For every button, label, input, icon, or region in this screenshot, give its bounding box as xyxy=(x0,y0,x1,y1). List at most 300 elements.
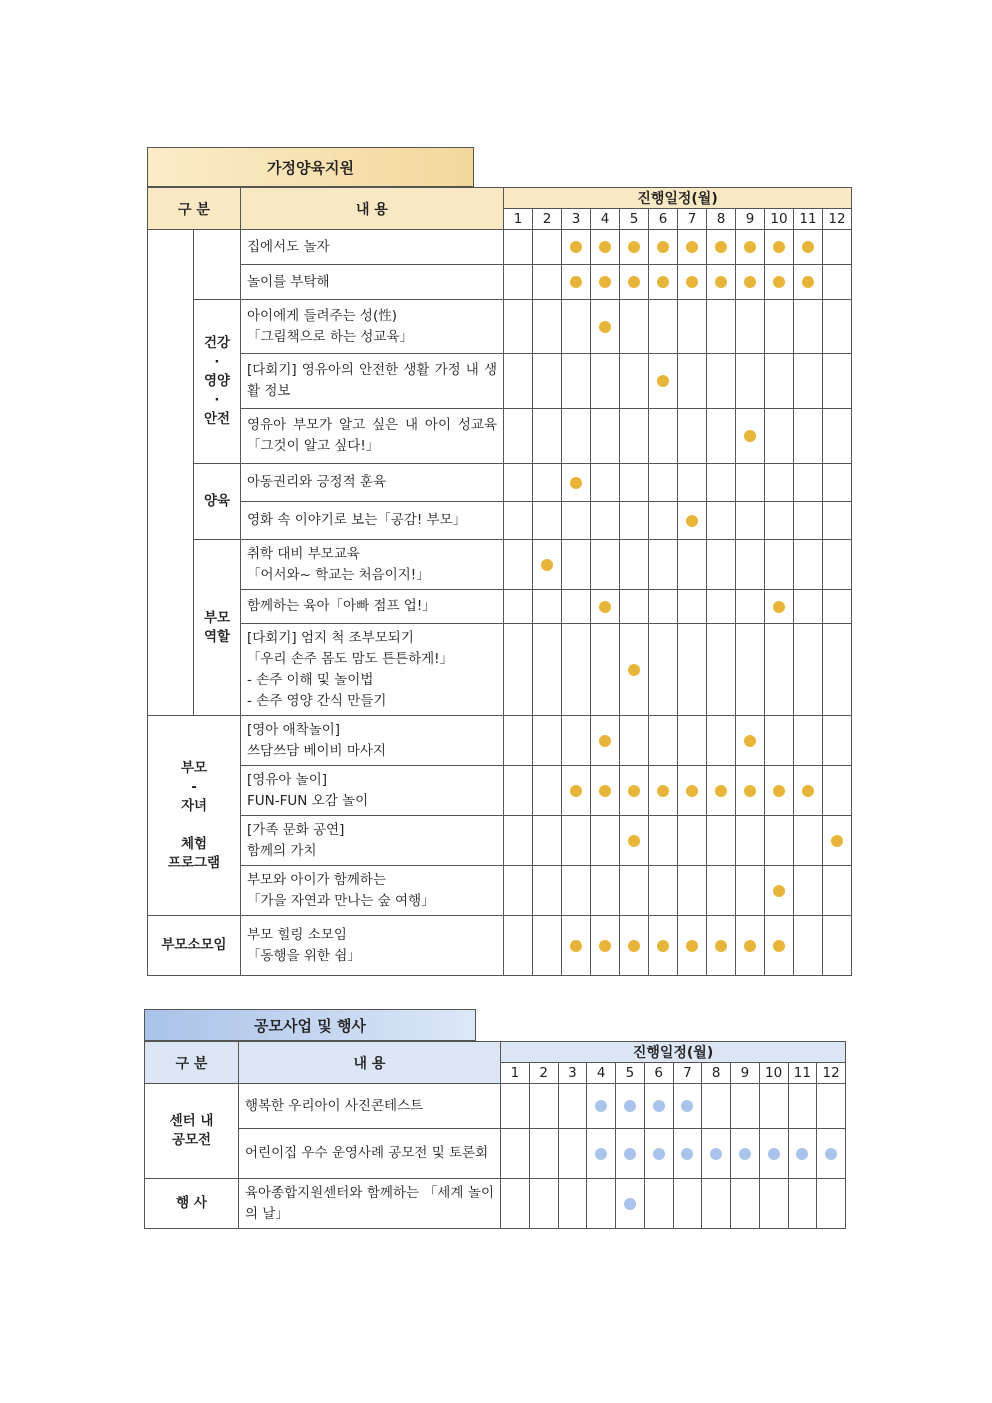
scheduled-dot-icon xyxy=(715,940,727,952)
month-cell-11 xyxy=(788,1179,817,1229)
table-row xyxy=(145,1179,846,1229)
month-cell-6 xyxy=(649,716,678,766)
table-row xyxy=(148,916,852,976)
month-cell-7 xyxy=(678,354,707,409)
month-cell-2 xyxy=(533,766,562,816)
scheduled-dot-icon xyxy=(628,835,640,847)
month-cell-2 xyxy=(533,502,562,540)
scheduled-dot-icon xyxy=(796,1148,808,1160)
month-cell-4 xyxy=(587,1179,616,1229)
month-cell-8 xyxy=(702,1179,731,1229)
month-cell-8 xyxy=(707,716,736,766)
month-cell-3 xyxy=(562,866,591,916)
month-cell-12 xyxy=(823,409,852,464)
table-row xyxy=(148,590,852,624)
month-cell-8 xyxy=(707,230,736,265)
section-title-contests-events: 공모사업 및 행사 xyxy=(144,1009,476,1041)
month-cell-4 xyxy=(591,916,620,976)
month-cell-2 xyxy=(533,916,562,976)
scheduled-dot-icon xyxy=(599,940,611,952)
scheduled-dot-icon xyxy=(599,601,611,613)
month-cell-11 xyxy=(794,716,823,766)
scheduled-dot-icon xyxy=(599,735,611,747)
month-header-4: 4 xyxy=(591,209,620,230)
month-cell-3 xyxy=(562,590,591,624)
month-cell-6 xyxy=(644,1084,673,1129)
scheduled-dot-icon xyxy=(773,785,785,797)
month-cell-2 xyxy=(533,866,562,916)
table-row xyxy=(145,1084,846,1129)
month-cell-11 xyxy=(794,230,823,265)
category-label: 센터 내 공모전 xyxy=(145,1084,239,1179)
month-cell-6 xyxy=(649,624,678,716)
month-cell-5 xyxy=(616,1084,645,1129)
scheduled-dot-icon xyxy=(686,276,698,288)
scheduled-dot-icon xyxy=(773,241,785,253)
month-cell-10 xyxy=(765,716,794,766)
program-content: [다회기] 엄지 척 조부모되기 「우리 손주 몸도 맘도 튼튼하게!」 - 손주 이해 및 놀이법 - 손주 영양 간식 만들기 xyxy=(241,624,504,716)
scheduled-dot-icon xyxy=(686,515,698,527)
scheduled-dot-icon xyxy=(744,785,756,797)
month-cell-4 xyxy=(587,1084,616,1129)
month-cell-5 xyxy=(620,464,649,502)
month-cell-10 xyxy=(765,624,794,716)
month-cell-3 xyxy=(562,540,591,590)
month-cell-8 xyxy=(707,866,736,916)
subcategory-label: 양육 xyxy=(194,464,241,540)
month-cell-5 xyxy=(620,265,649,300)
month-cell-5 xyxy=(616,1179,645,1229)
month-header-2: 2 xyxy=(533,209,562,230)
month-cell-3 xyxy=(562,816,591,866)
header-content: 내 용 xyxy=(239,1042,501,1084)
month-cell-5 xyxy=(620,300,649,354)
scheduled-dot-icon xyxy=(595,1100,607,1112)
table-row xyxy=(145,1129,846,1179)
month-cell-1 xyxy=(504,464,533,502)
program-content: 어린이집 우수 운영사례 공모전 및 토론회 xyxy=(239,1129,501,1179)
month-header-7: 7 xyxy=(678,209,707,230)
month-cell-11 xyxy=(788,1084,817,1129)
scheduled-dot-icon xyxy=(541,559,553,571)
month-cell-4 xyxy=(591,540,620,590)
program-content: [다회기] 영유아의 안전한 생활 가정 내 생활 정보 xyxy=(241,354,504,409)
scheduled-dot-icon xyxy=(744,430,756,442)
header-schedule: 진행일정(월) xyxy=(501,1042,846,1063)
month-cell-4 xyxy=(591,624,620,716)
month-cell-5 xyxy=(620,590,649,624)
month-cell-12 xyxy=(817,1084,846,1129)
month-cell-2 xyxy=(533,230,562,265)
month-cell-11 xyxy=(794,590,823,624)
month-cell-8 xyxy=(702,1129,731,1179)
month-cell-10 xyxy=(765,866,794,916)
month-cell-1 xyxy=(501,1129,530,1179)
table-row xyxy=(148,464,852,502)
table-row xyxy=(148,624,852,716)
program-content: 놀이를 부탁해 xyxy=(241,265,504,300)
month-cell-6 xyxy=(649,300,678,354)
month-cell-3 xyxy=(562,716,591,766)
month-cell-9 xyxy=(731,1179,760,1229)
scheduled-dot-icon xyxy=(657,241,669,253)
month-cell-4 xyxy=(591,866,620,916)
subcategory-label xyxy=(194,230,241,300)
month-cell-7 xyxy=(678,409,707,464)
month-cell-2 xyxy=(533,464,562,502)
header-row xyxy=(145,1042,846,1063)
month-cell-5 xyxy=(620,916,649,976)
month-cell-8 xyxy=(707,766,736,816)
month-cell-7 xyxy=(678,916,707,976)
month-cell-9 xyxy=(736,624,765,716)
scheduled-dot-icon xyxy=(686,785,698,797)
month-header-11: 11 xyxy=(794,209,823,230)
month-cell-1 xyxy=(504,300,533,354)
month-cell-4 xyxy=(591,300,620,354)
month-cell-9 xyxy=(736,409,765,464)
scheduled-dot-icon xyxy=(628,785,640,797)
header-row xyxy=(148,188,852,209)
scheduled-dot-icon xyxy=(570,940,582,952)
month-cell-2 xyxy=(529,1129,558,1179)
month-header-1: 1 xyxy=(504,209,533,230)
month-cell-4 xyxy=(591,716,620,766)
month-cell-2 xyxy=(533,816,562,866)
scheduled-dot-icon xyxy=(570,241,582,253)
month-cell-4 xyxy=(591,265,620,300)
table-row xyxy=(148,265,852,300)
month-cell-1 xyxy=(501,1084,530,1129)
month-cell-9 xyxy=(736,354,765,409)
month-cell-7 xyxy=(678,624,707,716)
month-cell-11 xyxy=(794,265,823,300)
month-cell-8 xyxy=(707,300,736,354)
scheduled-dot-icon xyxy=(773,276,785,288)
month-cell-12 xyxy=(823,916,852,976)
month-cell-9 xyxy=(736,716,765,766)
month-cell-11 xyxy=(794,866,823,916)
month-cell-9 xyxy=(736,816,765,866)
month-cell-3 xyxy=(562,624,591,716)
program-content: 영화 속 이야기로 보는「공감! 부모」 xyxy=(241,502,504,540)
month-cell-5 xyxy=(620,624,649,716)
month-cell-9 xyxy=(736,265,765,300)
month-cell-6 xyxy=(649,916,678,976)
month-cell-9 xyxy=(736,866,765,916)
month-cell-11 xyxy=(794,540,823,590)
month-cell-11 xyxy=(794,502,823,540)
month-cell-7 xyxy=(678,716,707,766)
month-cell-3 xyxy=(562,502,591,540)
month-cell-4 xyxy=(591,502,620,540)
month-cell-5 xyxy=(620,230,649,265)
month-header-6: 6 xyxy=(649,209,678,230)
month-cell-12 xyxy=(823,866,852,916)
month-cell-2 xyxy=(529,1179,558,1229)
month-cell-2 xyxy=(533,590,562,624)
month-cell-7 xyxy=(678,866,707,916)
program-content: 육아종합지원센터와 함께하는 「세계 놀이의 날」 xyxy=(239,1179,501,1229)
scheduled-dot-icon xyxy=(653,1148,665,1160)
month-cell-5 xyxy=(620,502,649,540)
month-cell-12 xyxy=(823,300,852,354)
month-cell-8 xyxy=(707,409,736,464)
month-cell-11 xyxy=(794,464,823,502)
month-cell-10 xyxy=(765,502,794,540)
month-cell-4 xyxy=(591,409,620,464)
table-row xyxy=(148,502,852,540)
month-cell-3 xyxy=(562,766,591,816)
month-cell-4 xyxy=(591,464,620,502)
month-cell-4 xyxy=(591,816,620,866)
program-content: [가족 문화 공연] 함께의 가치 xyxy=(241,816,504,866)
month-cell-8 xyxy=(702,1084,731,1129)
month-cell-4 xyxy=(591,354,620,409)
month-cell-3 xyxy=(562,300,591,354)
month-cell-7 xyxy=(673,1084,702,1129)
month-cell-1 xyxy=(504,916,533,976)
program-content: 함께하는 육아「아빠 점프 업!」 xyxy=(241,590,504,624)
month-cell-1 xyxy=(504,502,533,540)
month-cell-8 xyxy=(707,624,736,716)
month-cell-2 xyxy=(533,540,562,590)
month-cell-6 xyxy=(649,354,678,409)
scheduled-dot-icon xyxy=(715,785,727,797)
scheduled-dot-icon xyxy=(831,835,843,847)
month-cell-8 xyxy=(707,590,736,624)
scheduled-dot-icon xyxy=(628,276,640,288)
month-cell-1 xyxy=(504,540,533,590)
month-cell-7 xyxy=(678,464,707,502)
scheduled-dot-icon xyxy=(773,885,785,897)
program-content: 집에서도 놀자 xyxy=(241,230,504,265)
month-cell-10 xyxy=(765,265,794,300)
month-cell-2 xyxy=(529,1084,558,1129)
month-cell-10 xyxy=(765,816,794,866)
program-content: 취학 대비 부모교육 「어서와~ 학교는 처음이지!」 xyxy=(241,540,504,590)
month-cell-2 xyxy=(533,409,562,464)
month-cell-1 xyxy=(504,230,533,265)
scheduled-dot-icon xyxy=(715,241,727,253)
month-cell-7 xyxy=(678,816,707,866)
scheduled-dot-icon xyxy=(802,785,814,797)
header-category: 구 분 xyxy=(148,188,241,230)
scheduled-dot-icon xyxy=(599,241,611,253)
month-header-4: 4 xyxy=(587,1063,616,1084)
month-header-7: 7 xyxy=(673,1063,702,1084)
category-group xyxy=(148,230,194,716)
month-cell-1 xyxy=(504,265,533,300)
month-cell-5 xyxy=(616,1129,645,1179)
scheduled-dot-icon xyxy=(599,785,611,797)
month-cell-1 xyxy=(504,816,533,866)
month-header-2: 2 xyxy=(529,1063,558,1084)
month-cell-9 xyxy=(736,502,765,540)
month-header-9: 9 xyxy=(736,209,765,230)
month-cell-10 xyxy=(765,916,794,976)
program-content: 행복한 우리아이 사진콘테스트 xyxy=(239,1084,501,1129)
month-cell-9 xyxy=(731,1129,760,1179)
month-cell-11 xyxy=(788,1129,817,1179)
table-row xyxy=(148,300,852,354)
month-cell-2 xyxy=(533,624,562,716)
month-header-8: 8 xyxy=(707,209,736,230)
month-cell-5 xyxy=(620,816,649,866)
month-cell-10 xyxy=(765,354,794,409)
month-header-8: 8 xyxy=(702,1063,731,1084)
month-cell-9 xyxy=(736,230,765,265)
month-cell-8 xyxy=(707,502,736,540)
month-cell-3 xyxy=(562,265,591,300)
month-cell-7 xyxy=(673,1179,702,1229)
month-cell-9 xyxy=(736,464,765,502)
scheduled-dot-icon xyxy=(657,940,669,952)
month-cell-4 xyxy=(591,766,620,816)
scheduled-dot-icon xyxy=(802,276,814,288)
subcategory-label: 부모 역할 xyxy=(194,540,241,716)
month-cell-9 xyxy=(736,300,765,354)
table-row xyxy=(148,409,852,464)
program-content: [영아 애착놀이] 쓰담쓰담 베이비 마사지 xyxy=(241,716,504,766)
program-content: [영유아 놀이] FUN-FUN 오감 놀이 xyxy=(241,766,504,816)
month-cell-1 xyxy=(504,716,533,766)
scheduled-dot-icon xyxy=(710,1148,722,1160)
scheduled-dot-icon xyxy=(570,785,582,797)
month-cell-11 xyxy=(794,300,823,354)
month-header-5: 5 xyxy=(616,1063,645,1084)
month-cell-7 xyxy=(673,1129,702,1179)
month-header-6: 6 xyxy=(644,1063,673,1084)
month-cell-10 xyxy=(759,1129,788,1179)
header-schedule: 진행일정(월) xyxy=(504,188,852,209)
month-cell-4 xyxy=(591,230,620,265)
month-cell-10 xyxy=(765,300,794,354)
month-cell-11 xyxy=(794,916,823,976)
month-cell-6 xyxy=(649,816,678,866)
scheduled-dot-icon xyxy=(744,276,756,288)
month-cell-9 xyxy=(736,916,765,976)
month-cell-10 xyxy=(765,766,794,816)
scheduled-dot-icon xyxy=(744,735,756,747)
scheduled-dot-icon xyxy=(653,1100,665,1112)
month-cell-12 xyxy=(823,464,852,502)
month-cell-5 xyxy=(620,866,649,916)
month-cell-3 xyxy=(558,1129,587,1179)
table-row xyxy=(148,354,852,409)
month-cell-7 xyxy=(678,590,707,624)
month-cell-8 xyxy=(707,816,736,866)
scheduled-dot-icon xyxy=(681,1148,693,1160)
scheduled-dot-icon xyxy=(715,276,727,288)
month-cell-5 xyxy=(620,540,649,590)
month-header-10: 10 xyxy=(759,1063,788,1084)
month-cell-7 xyxy=(678,502,707,540)
scheduled-dot-icon xyxy=(744,241,756,253)
table-row xyxy=(148,816,852,866)
scheduled-dot-icon xyxy=(773,601,785,613)
month-header-12: 12 xyxy=(823,209,852,230)
month-cell-2 xyxy=(533,300,562,354)
month-cell-1 xyxy=(504,409,533,464)
month-cell-5 xyxy=(620,716,649,766)
scheduled-dot-icon xyxy=(599,321,611,333)
scheduled-dot-icon xyxy=(739,1148,751,1160)
scheduled-dot-icon xyxy=(657,375,669,387)
scheduled-dot-icon xyxy=(599,276,611,288)
month-cell-3 xyxy=(558,1179,587,1229)
table-row xyxy=(148,230,852,265)
month-cell-12 xyxy=(823,540,852,590)
month-cell-8 xyxy=(707,916,736,976)
scheduled-dot-icon xyxy=(657,276,669,288)
month-cell-6 xyxy=(644,1129,673,1179)
month-cell-1 xyxy=(504,866,533,916)
scheduled-dot-icon xyxy=(628,664,640,676)
month-cell-8 xyxy=(707,354,736,409)
month-header-5: 5 xyxy=(620,209,649,230)
month-cell-6 xyxy=(649,540,678,590)
scheduled-dot-icon xyxy=(657,785,669,797)
month-cell-10 xyxy=(759,1084,788,1129)
month-header-11: 11 xyxy=(788,1063,817,1084)
scheduled-dot-icon xyxy=(628,940,640,952)
month-cell-2 xyxy=(533,265,562,300)
month-cell-3 xyxy=(562,916,591,976)
month-cell-3 xyxy=(562,230,591,265)
table-row xyxy=(148,540,852,590)
table-row xyxy=(148,716,852,766)
month-cell-6 xyxy=(649,502,678,540)
month-cell-9 xyxy=(731,1084,760,1129)
month-cell-3 xyxy=(562,354,591,409)
month-cell-12 xyxy=(823,230,852,265)
month-cell-5 xyxy=(620,354,649,409)
program-content: 부모 힐링 소모임 「동행을 위한 쉼」 xyxy=(241,916,504,976)
month-header-12: 12 xyxy=(817,1063,846,1084)
month-header-3: 3 xyxy=(558,1063,587,1084)
month-cell-12 xyxy=(823,766,852,816)
month-cell-10 xyxy=(765,540,794,590)
scheduled-dot-icon xyxy=(686,241,698,253)
scheduled-dot-icon xyxy=(624,1148,636,1160)
month-cell-8 xyxy=(707,464,736,502)
schedule-table-home-parenting xyxy=(147,187,852,976)
month-cell-12 xyxy=(823,265,852,300)
month-cell-12 xyxy=(823,816,852,866)
month-cell-6 xyxy=(649,590,678,624)
month-cell-1 xyxy=(504,590,533,624)
month-cell-7 xyxy=(678,540,707,590)
month-cell-7 xyxy=(678,766,707,816)
month-cell-4 xyxy=(591,590,620,624)
month-cell-11 xyxy=(794,409,823,464)
month-cell-4 xyxy=(587,1129,616,1179)
month-cell-1 xyxy=(504,354,533,409)
month-cell-9 xyxy=(736,540,765,590)
scheduled-dot-icon xyxy=(802,241,814,253)
month-header-9: 9 xyxy=(731,1063,760,1084)
month-cell-3 xyxy=(558,1084,587,1129)
category-label: 부모소모임 xyxy=(148,916,241,976)
program-content: 아동권리와 긍정적 훈육 xyxy=(241,464,504,502)
month-cell-10 xyxy=(765,230,794,265)
section-title-home-parenting: 가정양육지원 xyxy=(147,147,474,187)
month-cell-6 xyxy=(649,265,678,300)
scheduled-dot-icon xyxy=(570,477,582,489)
schedule-table-contests-events xyxy=(144,1041,846,1229)
month-cell-6 xyxy=(649,464,678,502)
